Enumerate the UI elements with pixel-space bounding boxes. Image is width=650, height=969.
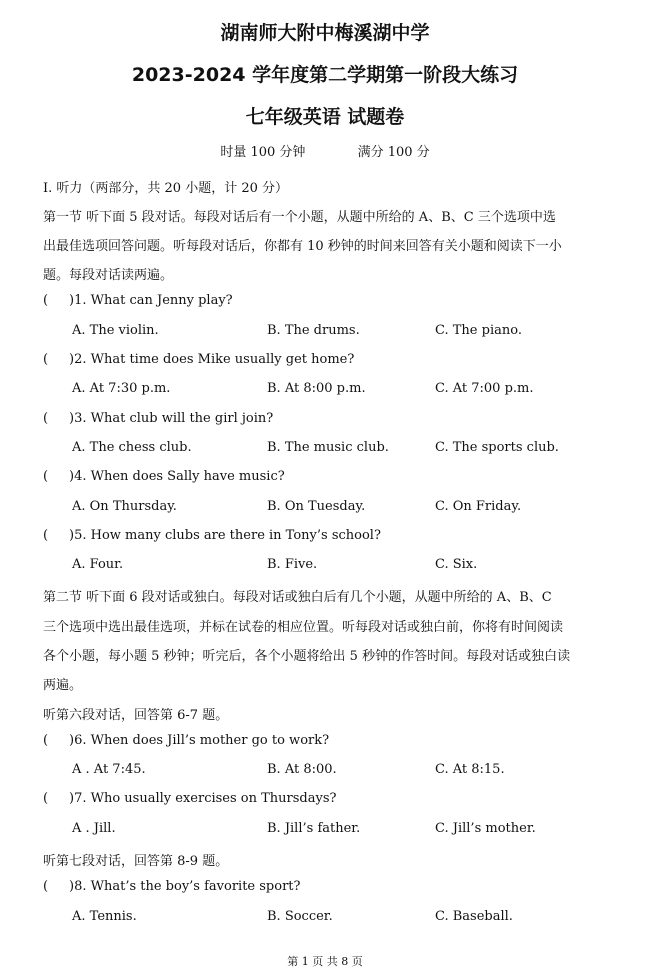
- part1-instruction-line: 出最佳选项回答问题。听每段对话后，你都有 10 秒钟的时间来回答有关小题和阅读下一小: [43, 239, 562, 254]
- option-a: A. At 7:30 p.m.: [72, 381, 171, 396]
- answer-paren[interactable]: (: [43, 469, 49, 484]
- option-b: B. At 8:00 p.m.: [267, 381, 366, 396]
- option-a: A . At 7:45.: [72, 762, 146, 777]
- part2-instruction-line: 各个小题，每小题 5 秒钟；听完后，各个小题将给出 5 秒钟的作答时间。每段对话或独白读: [43, 649, 571, 664]
- option-c: C. Jill’s mother.: [435, 821, 536, 836]
- answer-paren[interactable]: (: [43, 879, 49, 894]
- answer-paren[interactable]: (: [43, 733, 49, 748]
- option-a: A. Tennis.: [72, 909, 137, 924]
- section-heading: Ⅰ. 听力（两部分，共 20 小题，计 20 分）: [43, 181, 289, 196]
- time-limit: 时量 100 分钟: [220, 145, 306, 160]
- option-c: C. At 7:00 p.m.: [435, 381, 534, 396]
- option-b: B. Soccer.: [267, 909, 333, 924]
- question-text: )8. What’s the boy’s favorite sport?: [69, 879, 301, 894]
- answer-paren[interactable]: (: [43, 528, 49, 543]
- option-c: C. Baseball.: [435, 909, 513, 924]
- option-b: B. Jill’s father.: [267, 821, 361, 836]
- option-b: B. On Tuesday.: [267, 499, 366, 514]
- exam-title: 2023-2024 学年度第二学期第一阶段大练习: [131, 64, 519, 86]
- answer-paren[interactable]: (: [43, 352, 49, 367]
- part2-instruction-line: 三个选项中选出最佳选项，并标在试卷的相应位置。听每段对话或独白前，你将有时间阅读: [43, 620, 564, 635]
- option-b: B. The music club.: [267, 440, 389, 455]
- school-title: 湖南师大附中梅溪湖中学: [220, 22, 430, 44]
- part2-instruction-line: 两遍。: [43, 678, 83, 693]
- option-c: C. At 8:15.: [435, 762, 505, 777]
- option-a: A. The chess club.: [72, 440, 192, 455]
- option-a: A . Jill.: [72, 821, 116, 836]
- dialog-instruction: 听第六段对话，回答第 6-7 题。: [43, 708, 229, 723]
- question-text: )4. When does Sally have music?: [69, 469, 285, 484]
- page-footer: 第 1 页 共 8 页: [287, 955, 363, 968]
- subject-title: 七年级英语 试题卷: [245, 106, 405, 128]
- question-text: )3. What club will the girl join?: [69, 411, 274, 426]
- part2-instruction-line: 第二节 听下面 6 段对话或独白。每段对话或独白后有几个小题，从题中所给的 A、B、C: [43, 590, 552, 605]
- answer-paren[interactable]: (: [43, 293, 49, 308]
- dialog-instruction: 听第七段对话，回答第 8-9 题。: [43, 854, 229, 869]
- option-c: C. The piano.: [435, 323, 522, 338]
- part1-instruction-line: 第一节 听下面 5 段对话。每段对话后有一个小题，从题中所给的 A、B、C 三个选项中选: [43, 210, 556, 225]
- full-score: 满分 100 分: [357, 145, 430, 160]
- option-c: C. Six.: [435, 557, 478, 572]
- option-b: B. Five.: [267, 557, 318, 572]
- exam-meta: [0, 141, 650, 160]
- question-text: )2. What time does Mike usually get home?: [69, 352, 355, 367]
- question-text: )6. When does Jill’s mother go to work?: [69, 733, 330, 748]
- option-b: B. At 8:00.: [267, 762, 337, 777]
- option-a: A. Four.: [72, 557, 124, 572]
- question-text: )5. How many clubs are there in Tony’s school?: [69, 528, 381, 543]
- question-text: )7. Who usually exercises on Thursdays?: [69, 791, 337, 806]
- option-a: A. The violin.: [72, 323, 159, 338]
- option-a: A. On Thursday.: [72, 499, 177, 514]
- question-text: )1. What can Jenny play?: [69, 293, 233, 308]
- part1-instruction-line: 题。每段对话读两遍。: [43, 268, 174, 283]
- option-c: C. The sports club.: [435, 440, 559, 455]
- option-b: B. The drums.: [267, 323, 360, 338]
- answer-paren[interactable]: (: [43, 411, 49, 426]
- answer-paren[interactable]: (: [43, 791, 49, 806]
- option-c: C. On Friday.: [435, 499, 522, 514]
